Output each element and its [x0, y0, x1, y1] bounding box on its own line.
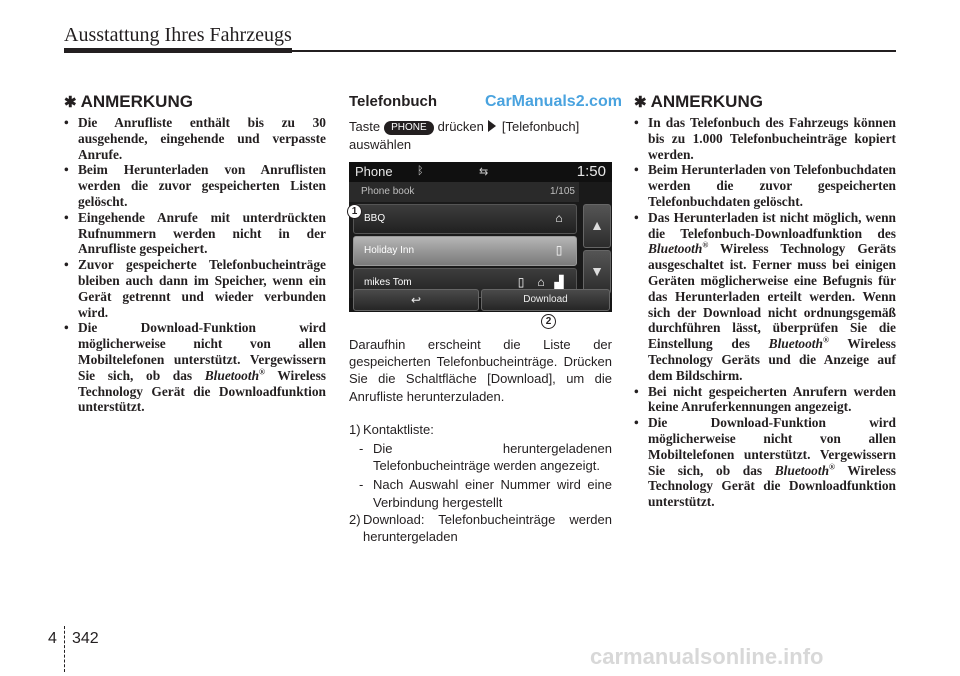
header-rule-thick — [64, 48, 292, 53]
download-button[interactable]: Download — [481, 289, 610, 311]
list-item: 1) Kontaktliste: — [349, 421, 434, 437]
back-button[interactable]: ↩ — [353, 289, 479, 311]
scroll-down-button[interactable]: ▼ — [583, 250, 611, 294]
list-item: 2) Download: Telefonbucheinträge werden heruntergeladen — [349, 511, 612, 545]
mobile-phone-icon: ▯ — [517, 275, 525, 289]
watermark-site: CarManuals2.com — [485, 93, 622, 110]
watermark: carmanualsonline.info — [590, 644, 824, 669]
left-note — [64, 92, 326, 415]
home-icon: ⌂ — [555, 211, 563, 225]
list-item: • Bei nicht gespeicherten Anrufern werden keine Anruferkennungen angezeigt. — [634, 383, 896, 415]
screen-title: Phone — [355, 164, 393, 179]
right-note — [634, 92, 896, 510]
instruction: Taste PHONE drücken [Telefonbuch] auswählen — [349, 119, 580, 152]
phone-key-badge: PHONE — [384, 121, 434, 135]
usb-icon: ⇆ — [479, 166, 489, 178]
callout-2: 2 — [541, 314, 556, 329]
screen-subtitle: Phone book — [361, 186, 415, 197]
list-item: • Das Herunterladen ist nicht möglich, wenn die Telefonbuch-Downloadfunktion des Bluetooth® Wireless Technology Geräts ausgeschaltet ist. Ferner muss bei einigen Geräten möglicherweise eine Befugnis für das Herunterladen erteilt werden. Wenn sich der Download nicht ordnungsgemäß durchführen lässt, überprüfen Sie die Einstellung des Bluetooth® Wireless Technology Geräts und die Anzeige auf dem Bildschirm. — [634, 209, 896, 383]
list-item: • Die Anrufliste enthält bis zu 30 ausgehende, eingehende und verpasste Anrufe. — [64, 115, 326, 162]
list-item: - Nach Auswahl einer Nummer wird eine Verbindung hergestellt — [359, 477, 612, 510]
chapter-number: 4 — [48, 630, 57, 647]
arrow-right-icon — [488, 120, 496, 132]
legend-list — [349, 421, 612, 545]
star-icon: ✱ — [634, 94, 647, 111]
contact-row[interactable]: mikes Tom ▯ ⌂ ▟ — [353, 268, 577, 298]
page-number: 342 — [72, 630, 99, 647]
note-heading: ✱ ANMERKUNG — [64, 92, 193, 111]
section-title: Telefonbuch — [349, 93, 438, 110]
bluetooth-icon: ᛒ — [417, 165, 424, 177]
header-title: Ausstattung Ihres Fahrzeugs — [64, 24, 292, 46]
list-item: • Beim Herunterladen von Anruflisten werden die zuvor gespeicherten Listen gelöscht. — [64, 162, 326, 209]
entry-count: 1/105 — [549, 186, 575, 197]
note-heading: ✱ ANMERKUNG — [634, 92, 763, 111]
list-item: • Eingehende Anrufe mit unterdrückten Rufnummern werden nicht in der Anrufliste gespeichert. — [64, 209, 326, 257]
list-item: • Zuvor gespeicherte Telefonbucheinträge bleiben auch dann im Speicher, wenn ein Gerät getrennt und wieder verbunden wird. — [64, 257, 326, 320]
paragraph: Daraufhin erscheint die Liste der gespeicherten Telefonbucheinträge. Drücken Sie die Schaltfläche [Download], um die Anrufliste herunterzuladen. — [349, 337, 612, 404]
phonebook-section — [349, 92, 622, 545]
contact-row[interactable]: BBQ ⌂ — [353, 204, 577, 234]
list-item: - Die heruntergeladenen Telefonbucheinträge werden angezeigt. — [359, 441, 612, 474]
mobile-phone-icon: ▯ — [555, 243, 563, 257]
list-item: • Beim Herunterladen von Telefonbuchdaten werden die zuvor gespeicherten Telefonbuchdaten gelöscht. — [634, 162, 896, 209]
callout-1: 1 — [347, 204, 362, 219]
list-item: • In das Telefonbuch des Fahrzeugs können bis zu 1.000 Telefonbucheinträge kopiert werden. — [634, 115, 896, 162]
header-rule-thin — [292, 50, 896, 52]
footer-separator — [64, 626, 65, 672]
star-icon: ✱ — [64, 94, 77, 111]
office-icon: ▟ — [554, 275, 564, 289]
contact-row[interactable]: Holiday Inn ▯ — [353, 236, 577, 266]
list-item: • Die Download-Funktion wird möglicherweise nicht von allen Mobiltelefonen unterstützt. Vergewissern Sie sich, ob das Bluetooth® Wireless Technology Gerät die Downloadfunktion unterstützt. — [64, 320, 326, 415]
clock: 1:50 — [576, 163, 606, 180]
list-item: • Die Download-Funktion wird möglicherweise nicht von allen Mobiltelefonen unterstützt. Vergewissern Sie sich, ob das Bluetooth® Wireless Technology Gerät die Downloadfunktion unterstützt. — [634, 415, 896, 510]
scroll-up-button[interactable]: ▲ — [583, 204, 611, 248]
phonebook-screenshot — [349, 162, 612, 328]
home-icon: ⌂ — [537, 275, 545, 289]
